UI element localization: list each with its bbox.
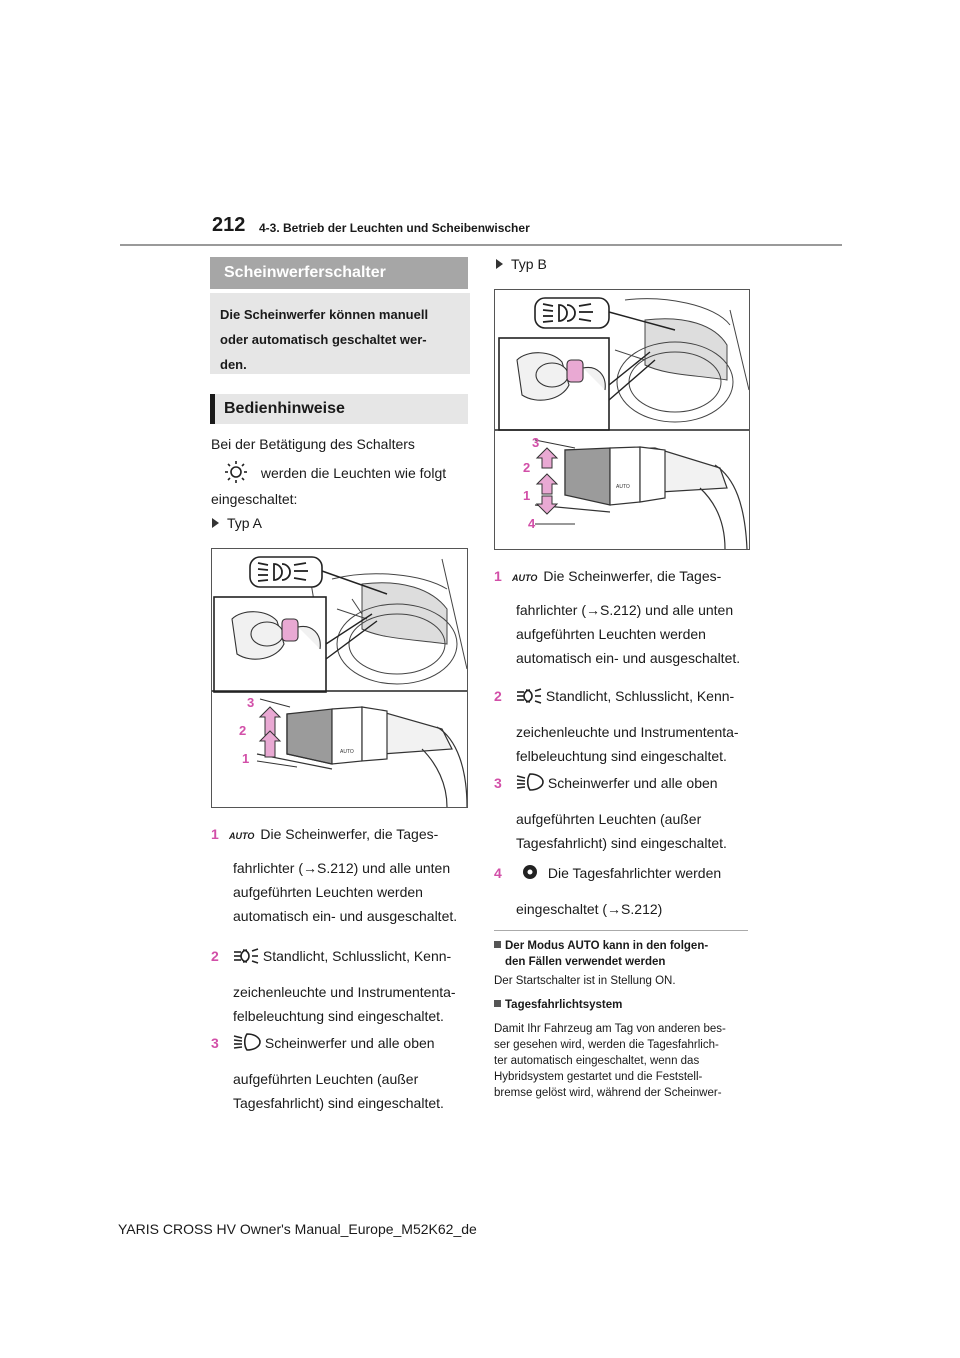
item-text: Scheinwerfer und alle oben <box>264 1035 435 1051</box>
figure-a-label-1: 1 <box>242 751 250 766</box>
note-line: Hybridsystem gestartet und die Feststell- <box>494 1071 703 1083</box>
note-heading <box>494 997 622 1013</box>
item-text: zeichenleuchte und Instrumententa- <box>233 984 456 1000</box>
banner-accent-bar <box>210 394 215 424</box>
item-text: Die Tagesfahrlichter werden <box>547 865 722 881</box>
type-b-label <box>496 252 547 276</box>
item-text: aufgeführten Leuchten werden <box>516 626 706 642</box>
figure-b-label-1: 1 <box>523 488 531 503</box>
item-text: aufgeführten Leuchten werden <box>233 884 423 900</box>
notes-divider <box>494 930 748 931</box>
item-text: automatisch ein- und ausgeschaltet. <box>233 908 458 924</box>
instruction-line: eingeschaltet: <box>211 491 298 507</box>
item-number: 2 <box>494 688 502 704</box>
list-item <box>494 564 756 670</box>
instruction-line: Bei der Betätigung des Schalters <box>211 436 415 452</box>
item-text: Die Scheinwerfer, die Tages- <box>543 568 722 584</box>
auto-icon: AUTO <box>229 831 255 841</box>
section-title: 4-3. Betrieb der Leuchten und Scheibenwischer <box>259 221 530 235</box>
footer-text: YARIS CROSS HV Owner's Manual_Europe_M52K62_de <box>118 1221 477 1237</box>
item-text: fahrlichter (→S.212) und alle unten <box>233 860 451 876</box>
note-heading-text: Tagesfahrlichtsystem <box>505 999 623 1011</box>
stalk-auto-label: AUTO <box>340 749 354 755</box>
auto-icon: AUTO <box>512 573 538 583</box>
intro-line: den. <box>220 357 247 372</box>
list-item <box>211 944 473 1028</box>
figure-b-label-2: 2 <box>523 460 531 475</box>
item-number: 1 <box>211 826 219 842</box>
type-a-label <box>212 511 262 535</box>
list-item <box>494 861 756 921</box>
parking-light-icon <box>233 947 259 972</box>
item-text: Standlicht, Schlusslicht, Kenn- <box>545 688 735 704</box>
item-text: felbeleuchtung sind eingeschaltet. <box>516 748 727 764</box>
item-text: automatisch ein- und ausgeschaltet. <box>516 650 741 666</box>
list-item <box>211 1031 473 1115</box>
item-number: 3 <box>494 775 502 791</box>
item-number: 1 <box>494 568 502 584</box>
type-a-text: Typ A <box>227 515 263 531</box>
type-b-text: Typ B <box>511 256 547 272</box>
item-text: eingeschaltet (→S.212) <box>516 901 663 917</box>
item-text: aufgeführten Leuchten (außer <box>233 1071 419 1087</box>
item-text: felbeleuchtung sind eingeschaltet. <box>233 1008 444 1024</box>
item-number: 2 <box>211 948 219 964</box>
item-text: zeichenleuchte und Instrumententa- <box>516 724 739 740</box>
item-text: Scheinwerfer und alle oben <box>547 775 718 791</box>
list-item <box>494 771 756 855</box>
note-line: Damit Ihr Fahrzeug am Tag von anderen bes- <box>494 1023 726 1035</box>
note-body <box>494 1021 756 1101</box>
parking-light-icon <box>516 687 542 712</box>
header-divider <box>120 244 842 246</box>
headlight-icon <box>516 772 544 799</box>
square-bullet-icon <box>494 1000 501 1007</box>
list-item <box>211 822 473 928</box>
intro-line: Die Scheinwerfer können manuell <box>220 307 429 322</box>
intro-box <box>210 293 470 374</box>
figure-b-illustration <box>495 290 749 549</box>
page-number: 212 <box>212 214 246 236</box>
item-text: Standlicht, Schlusslicht, Kenn- <box>262 948 452 964</box>
section-banner <box>210 257 468 289</box>
note-heading-text: Der Modus AUTO kann in den folgen- <box>505 940 709 952</box>
item-text: fahrlichter (→S.212) und alle unten <box>516 602 734 618</box>
intro-line: oder automatisch geschaltet wer- <box>220 332 427 347</box>
triangle-bullet-icon <box>496 259 503 269</box>
note-heading <box>494 938 756 970</box>
note-line: ser gesehen wird, werden die Tagesfahrlich- <box>494 1039 719 1051</box>
note-body: Der Startschalter ist in Stellung ON. <box>494 975 676 987</box>
instruction-text: werden die Leuchten wie folgt <box>260 465 447 481</box>
figure-type-b <box>494 289 750 550</box>
section-banner-title: Scheinwerferschalter <box>224 264 386 281</box>
note-heading-text: den Fällen verwendet werden <box>505 956 666 968</box>
triangle-bullet-icon <box>212 518 219 528</box>
figure-a-illustration <box>212 549 467 807</box>
item-text: Die Scheinwerfer, die Tages- <box>260 826 439 842</box>
item-text: Tagesfahrlicht) sind eingeschaltet. <box>233 1095 444 1111</box>
item-number: 3 <box>211 1035 219 1051</box>
headlight-icon <box>233 1032 261 1059</box>
item-text: aufgeführten Leuchten (außer <box>516 811 702 827</box>
daytime-running-light-icon <box>520 862 540 889</box>
note-line: bremse gelöst wird, während der Scheinwer- <box>494 1087 722 1099</box>
square-bullet-icon <box>494 941 501 948</box>
stalk-auto-label: AUTO <box>616 484 630 490</box>
figure-a-label-3: 3 <box>247 695 255 710</box>
figure-a-label-2: 2 <box>239 723 247 738</box>
item-number: 4 <box>494 865 502 881</box>
figure-type-a <box>211 548 468 808</box>
figure-b-label-4: 4 <box>528 516 536 531</box>
list-item <box>494 684 756 768</box>
sub-banner-title: Bedienhinweise <box>224 400 345 417</box>
sub-banner <box>210 394 468 424</box>
item-text: Tagesfahrlicht) sind eingeschaltet. <box>516 835 727 851</box>
note-line: ter automatisch eingeschaltet, wenn das <box>494 1055 700 1067</box>
figure-b-label-3: 3 <box>532 435 540 450</box>
